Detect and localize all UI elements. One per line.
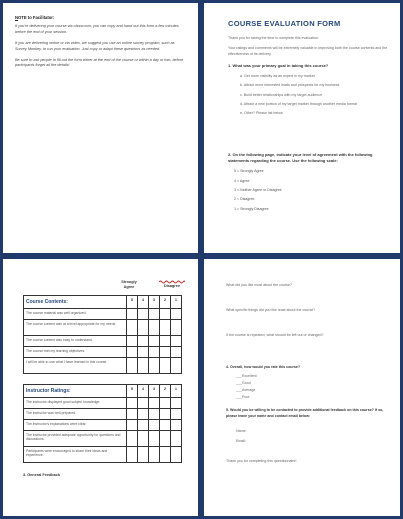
scale-2: 2 = Disagree (234, 197, 255, 202)
rating-cell[interactable] (127, 398, 138, 409)
question-like-least: What specific things did you like least about the course? (226, 308, 316, 312)
email-field[interactable]: Email: (236, 439, 246, 444)
question-5: 5. Would you be willing to be contacted to provide additional feedback on this course? If so, please leave your name and contact email below: (226, 408, 384, 418)
rating-cell[interactable] (149, 347, 160, 358)
col-4: 4 (138, 385, 149, 398)
rating-cell[interactable] (138, 347, 149, 358)
scale-1: 1 = Strongly Disagree (234, 206, 269, 211)
intro-thanks: Thank you for taking the time to complete this evaluation. (228, 36, 319, 40)
rating-cell[interactable] (127, 358, 138, 374)
statement: The instructor provided adequate opportunity for questions and discussions. (24, 431, 127, 447)
col-5: 5 (127, 296, 138, 309)
scale-4: 4 = Agree (234, 178, 250, 183)
rating-cell[interactable] (160, 420, 171, 431)
rating-cell[interactable] (138, 358, 149, 374)
rating-cell[interactable] (160, 336, 171, 347)
table-row (24, 320, 182, 336)
rating-cell[interactable] (160, 447, 171, 463)
rating-cell[interactable] (160, 431, 171, 447)
table-row (24, 431, 182, 447)
table-row (24, 358, 182, 374)
rating-cell[interactable] (171, 409, 182, 420)
rating-cell[interactable] (127, 431, 138, 447)
table-row (24, 347, 182, 358)
rating-cell[interactable] (138, 409, 149, 420)
rating-cell[interactable] (149, 409, 160, 420)
rating-cell[interactable] (160, 309, 171, 320)
instructor-ratings-table (23, 384, 182, 463)
rating-cell[interactable] (160, 398, 171, 409)
rating-cell[interactable] (138, 309, 149, 320)
col-1: 1 (171, 385, 182, 398)
col-3: 3 (149, 296, 160, 309)
rating-poor[interactable]: ___Poor (236, 395, 250, 400)
rating-cell[interactable] (127, 347, 138, 358)
note-heading-initial: N (15, 15, 19, 20)
rating-cell[interactable] (149, 309, 160, 320)
rating-cell[interactable] (171, 336, 182, 347)
general-feedback-heading: 3. General Feedback (23, 473, 60, 477)
rating-cell[interactable] (138, 420, 149, 431)
rating-cell[interactable] (149, 420, 160, 431)
rating-cell[interactable] (149, 320, 160, 336)
rating-cell[interactable] (138, 336, 149, 347)
rating-cell[interactable] (171, 347, 182, 358)
note-paragraph-3: Be sure to ask people to fill out the form either at the end of the course or within a day or two, before participants forget all the details! (15, 57, 184, 68)
question-2: 2. On the following page, indicate your level of agreement with the following statements regarding the course. Use the following scale: (228, 152, 373, 164)
scale-3: 3 = Neither Agree or Disagree (234, 187, 282, 192)
rating-cell[interactable] (160, 358, 171, 374)
strongly-disagree-label (159, 280, 185, 289)
rating-cell[interactable] (149, 398, 160, 409)
strongly-agree-label: Strongly Agree (121, 280, 137, 290)
statement: The instructor displayed good subject knowledge. (24, 398, 127, 409)
col-2: 2 (160, 385, 171, 398)
col-3: 3 (149, 385, 160, 398)
question-left-out: If the course is repeated, what should be left out or changed? (226, 333, 324, 337)
rating-cell[interactable] (127, 409, 138, 420)
page-rating-tables (3, 259, 198, 516)
statement: The instructor's explanations were clear. (24, 420, 127, 431)
q1-option-e[interactable]: e. Other? Please list below (240, 110, 283, 115)
question-4: 4. Overall, how would you rate this course? (226, 365, 301, 369)
course-contents-title: Course Contents: (24, 296, 127, 309)
rating-cell[interactable] (127, 309, 138, 320)
statement: The course material was well organized. (24, 309, 127, 320)
q1-option-b[interactable]: b. Attract more interested leads and prospects for my business (240, 83, 340, 88)
rating-cell[interactable] (171, 398, 182, 409)
note-heading-text: OTE to Facilitator: (18, 15, 55, 20)
rating-cell[interactable] (171, 309, 182, 320)
form-title: COURSE EVALUATION FORM (228, 19, 341, 28)
rating-cell[interactable] (171, 431, 182, 447)
rating-cell[interactable] (149, 447, 160, 463)
q1-option-a[interactable]: a. Get more visibility as an expert in my market (240, 74, 315, 79)
table-row (24, 409, 182, 420)
table-row (24, 398, 182, 409)
rating-good[interactable]: ___Good (236, 381, 251, 386)
table-row (24, 420, 182, 431)
rating-cell[interactable] (127, 320, 138, 336)
scale-5: 5 = Strongly Agree (234, 169, 264, 174)
rating-cell[interactable] (127, 336, 138, 347)
intro-value: Your ratings and comments will be extremely valuable in improving both the course contents and the effectiveness of its delivery. (228, 46, 388, 56)
page-feedback (204, 259, 400, 516)
col-5: 5 (127, 385, 138, 398)
rating-cell[interactable] (149, 336, 160, 347)
thank-you-note: Thank you for completing this questionnaire! (226, 459, 297, 464)
rating-average[interactable]: ___Average (236, 388, 256, 393)
instructor-ratings-title: Instructor Ratings: (24, 385, 127, 398)
name-field[interactable]: Name: (236, 429, 247, 434)
question-like-most: What did you like most about the course? (226, 283, 292, 287)
note-heading (15, 15, 186, 20)
rating-excellent[interactable]: ___Excellent (236, 374, 257, 379)
rating-cell[interactable] (127, 420, 138, 431)
note-paragraph-2: If you are delivering online or via video, we suggest you use an online survey program, such as Survey Monkey, to run your evaluation. Just copy or adapt these questions as needed. (15, 40, 175, 51)
col-2: 2 (160, 296, 171, 309)
question-1: 1. What was your primary goal in taking this course? (228, 63, 329, 69)
rating-cell[interactable] (171, 447, 182, 463)
table-row (24, 309, 182, 320)
page-facilitator-note (3, 3, 198, 253)
rating-cell[interactable] (171, 420, 182, 431)
rating-cell[interactable] (138, 398, 149, 409)
page-evaluation-intro (204, 3, 400, 253)
course-contents-table (23, 295, 182, 374)
rating-cell[interactable] (138, 320, 149, 336)
rating-cell[interactable] (138, 431, 149, 447)
note-paragraph-1: If you're delivering your course via classroom, you can copy and hand out this form a few minutes before the end of your session. (15, 24, 179, 34)
statement: Participants were encouraged to share their ideas and experience. (24, 447, 127, 463)
rating-cell[interactable] (138, 447, 149, 463)
statement: The course content was easy to understand. (24, 336, 127, 347)
table-row (24, 447, 182, 463)
table-row (24, 336, 182, 347)
statement: The course met my learning objectives. (24, 347, 127, 358)
rating-cell[interactable] (160, 347, 171, 358)
rating-cell[interactable] (160, 320, 171, 336)
statement: I will be able to use what I have learned in this course. (24, 358, 127, 374)
col-4: 4 (138, 296, 149, 309)
rating-cell[interactable] (171, 358, 182, 374)
statement: The course content was at a level appropriate for my needs. (24, 320, 127, 336)
q1-option-c[interactable]: c. Build better relationships with my target audience (240, 92, 323, 97)
col-1: 1 (171, 296, 182, 309)
rating-cell[interactable] (160, 409, 171, 420)
rating-scale-header (23, 271, 188, 295)
q1-option-d[interactable]: d. Attract a new portion of my target market through another media format (240, 101, 358, 106)
rating-cell[interactable] (149, 431, 160, 447)
disagree-text: Disagree (163, 284, 181, 288)
statement: The instructor was well-prepared. (24, 409, 127, 420)
rating-cell[interactable] (171, 320, 182, 336)
rating-cell[interactable] (127, 447, 138, 463)
rating-cell[interactable] (149, 358, 160, 374)
